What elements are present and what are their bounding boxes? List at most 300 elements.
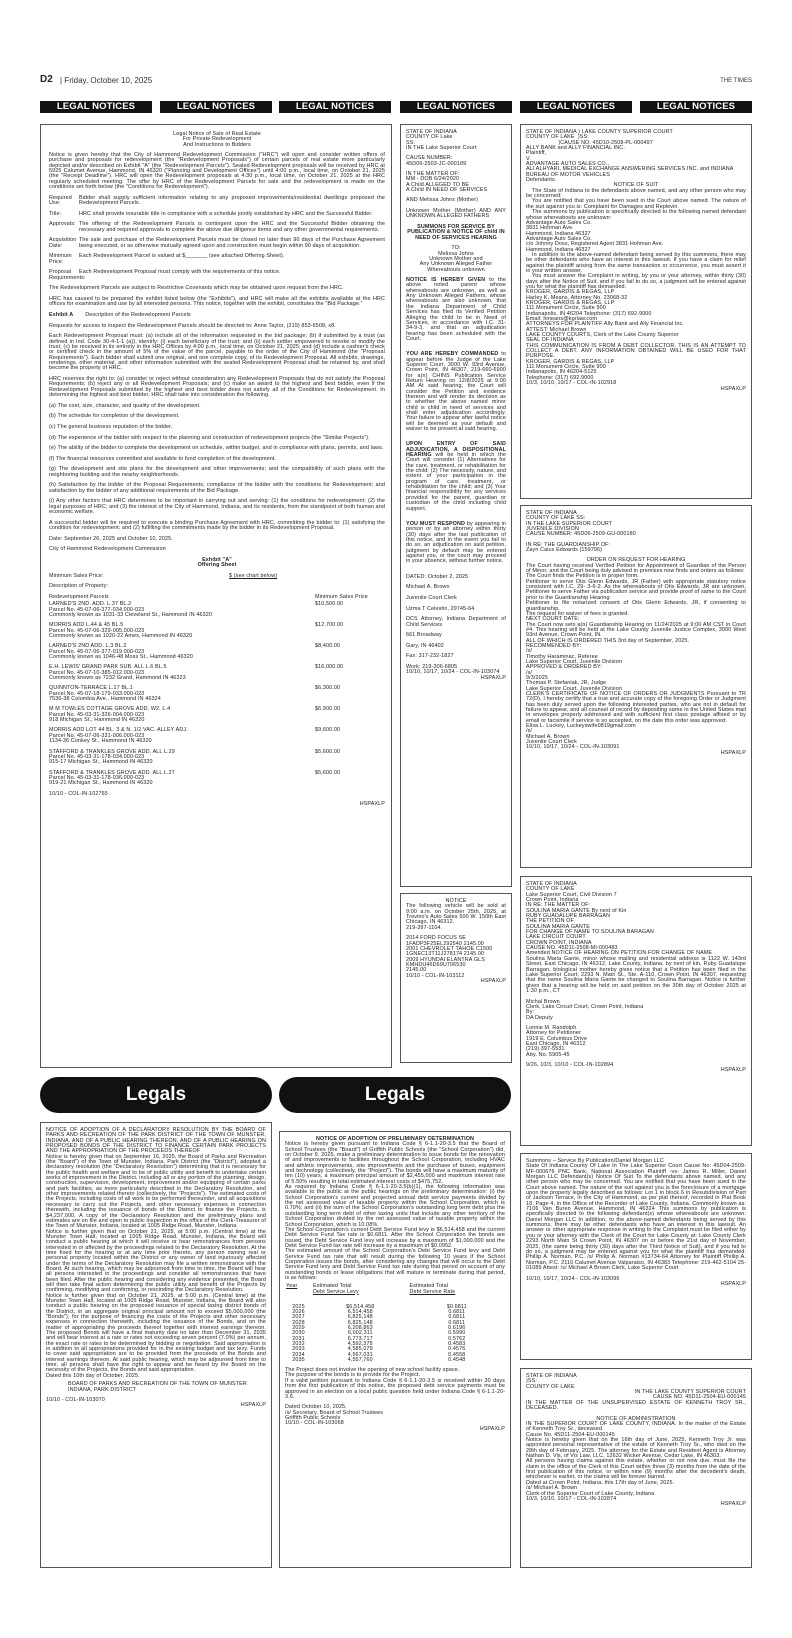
summons-title: SUMMONS FOR SERVICE BY PUBLICATION & NOTICE OF child IN NEED OF SERVICES HEARING	[407, 224, 505, 241]
condition-row	[49, 222, 385, 233]
attorney-block	[526, 290, 746, 386]
notice-signature-code: HSPAXLP	[720, 1280, 746, 1287]
text-line: STATE OF INDIANA	[406, 129, 457, 135]
text-line: STATE OF INDIANA	[526, 881, 577, 887]
table-cell: 6,002,311	[347, 1330, 373, 1337]
condition-row	[49, 238, 385, 249]
notice-body: State Of Indiana County Of Lake In The Lake Superior Court Cause No: 45D04-2509-MF-000676 PNC Bank, National Association Plaintiff -vs- James R. Miller, Daniel Morgan LLC Defendant(s) Notice Of Suit To the defendants above named, and any other person who may be concerned. You are notified that you have been sued in the Court above named. The nature of the suit against you is the foreclosure of a mortgage upon the property legally described as follows: Lot 1 in block 6 in Resubdivision of Part of Jackson Terrace, in the City of Hammond, as per plat thereof, recorded in Plat Book 18, Page 4, in the Office of the Recorder of Lake County, Indiana. Commonly known as: 7106 Van Buren Avenue, Hammond, IN 46324 This summons by publication is specifically directed to the following defendant(s) whose whereabouts are unknown: Daniel Morgan LLC In addition, to the above-named defendants being served by this summons, there may be other defendants who have an interest in this lawsuit. An answer or other appropriate response in writing to the Complaint must be filed either by you or your attorney with the Clerk of the Court for Lake County at: Lake County Clerk 2293 North Main St Crown Point, IN 46307 on or before the 21st day of November, 2025, (the same being thirty (30) days after the Third Notice of Suit), and if you fail to do so, a judgment may be entered against you for what the plaintiff has demanded. Phillip A. Norman, P.C. /s/ Philip A. Norman #13734-64 Attorney for Plaintiff Phillip A. Norman, P.C. 2110 Calumet Avenue Valparaiso, IN 46383 Telephone: 219-462-5104 25-01089 Attest: /s/ Michael A Brown Clerk, Lake Superior Court	[526, 1163, 746, 1271]
condition-text: The sale and purchase of the Redevelopment Parcels must be closed no later than 90 days of the Purchase Agreement being executed, or as otherwise mutually agreed upon and construction must begin within 90 days of acquisition.	[79, 237, 385, 249]
table-cell: 4,585,079	[347, 1346, 373, 1353]
text-line: CAUSE NUMBER: 45D06-2509-GU-000180	[526, 531, 636, 538]
col-year: Year	[286, 1283, 298, 1290]
text-line: JUVENILE DIVISION	[526, 526, 579, 533]
text-line: Lake Superior Court, Juvenile Division	[526, 658, 622, 665]
notice-ref: 10/10 - COL-IN-103070	[46, 1396, 105, 1403]
text-line: A successful bidder will be required to execute a binding Purchase Agreement with HRC, committing the bidder to: (1) satisfying the condition for redevelopment; and (2) fulfilling the commitments made by the bidder in its Redevelopment Proposal.	[49, 519, 385, 532]
section-bar-legal-notices: LEGAL NOTICES	[640, 101, 752, 113]
section-bar-legal-notices: LEGAL NOTICES	[520, 101, 632, 113]
parcel-number: Parcel No. 45-07-06-377-034.000-023	[49, 606, 145, 613]
offering-sheet-title	[49, 558, 385, 569]
text-line: The summons by publication is specifically directed to the following named defendant whose whereabouts are unknown:	[526, 209, 746, 221]
notice-title: NOTICE	[445, 898, 467, 904]
text-line: For Private Redevelopment	[182, 136, 252, 143]
table-cell: 6,825,148	[347, 1314, 373, 1321]
text-line: BOARD OF PARKS AND RECREATION OF THE TOWN OF MUNSTER	[68, 1381, 247, 1388]
col-rate-line2: Debt Service Rate	[409, 1288, 456, 1295]
parcel-number: Parcel No. 45-07-06-331-006.000-023	[49, 732, 145, 739]
parcel-number: Parcel No. 45-07-06-377-019.000-023	[49, 648, 145, 655]
text-line: 9/3/2025	[526, 674, 548, 681]
text-line: The request for waiver of fees is granted.	[526, 610, 630, 617]
text-line: The Court finds the Petition is in proper form.	[526, 573, 639, 580]
table-cell: 6,208,863	[347, 1325, 373, 1332]
table-cell: 2035	[292, 1356, 305, 1363]
text-line: Telephone: (317) 692.9000	[526, 374, 594, 381]
text-line: Cause No. 45D11-2504-EU-000145	[526, 1431, 615, 1438]
text-line: /s/	[526, 728, 533, 735]
parcel-price: $10,500.00	[315, 601, 344, 608]
col-rate-line1: Estimated Total	[409, 1283, 449, 1290]
text-line: Dated this 10th day of October, 2025.	[46, 1372, 140, 1379]
text-line: (i) Any other factors that HRC determines to be important in carrying out and serving: (1) the conditions for redevelopment; (2) the legal purposes of HRC; and (3) the interest of the City of Hammond, Indiana, and its residents, from the standpoint of both human and economic welfare.	[49, 498, 385, 516]
text-line: Lake Superior Court, Juvenile Division	[526, 685, 622, 692]
text-line: Atty. No. 5905-45	[526, 1051, 570, 1058]
notice-title	[49, 132, 385, 148]
parcels-table	[49, 595, 385, 787]
notice-title: NOTICE OF ADMINISTRATION	[596, 1415, 676, 1422]
text-line: Melissa Johns	[438, 250, 474, 257]
court-header	[526, 1374, 746, 1390]
parcel-name: LARNED'S 2ND ADD. L.3 BL.2	[49, 643, 127, 650]
text-line: IN RE: THE GUARDIANSHIP OF:	[526, 541, 611, 548]
text-line: )CAUSE NO: 45D10-2508-PL-000497	[526, 139, 653, 146]
text-line: Exhibit "A"	[202, 556, 232, 563]
notice-signature-code: HSPAXLP	[240, 1402, 266, 1409]
table-cell: $6,514,458	[346, 1303, 375, 1310]
condition-text: Each Redevelopment Parcel is valued at $_______ (see attached Offering Sheet).	[79, 253, 285, 260]
text-line: ADVANTAGE AUTO SALES CO.,	[526, 161, 609, 168]
text-line: Hammond, Indiana 46327	[526, 246, 591, 253]
text-line: Lonnie M. Randolph	[526, 1024, 577, 1031]
text-line: Defendants.	[526, 177, 557, 184]
notice-footer	[285, 1405, 505, 1426]
summons-paragraph	[406, 352, 506, 432]
condition-row	[49, 254, 385, 265]
text-line: Michal Brown	[526, 998, 560, 1005]
min-sales-price-row	[49, 574, 385, 579]
notice-of-administration	[520, 1368, 752, 1568]
parcel-address: 919-21 Michigan St., Hammond IN 46320	[49, 780, 153, 787]
text-line: Plaintiff,	[526, 150, 547, 157]
text-line: IN THE MATTER OF:	[406, 171, 460, 178]
unknown-parties: Unknown Mother (Mother) AND ANY UNKNOWN ALLEGED FATHERS	[406, 208, 506, 220]
text-line: Timothy Haraminac, Referee	[526, 653, 598, 660]
text-line: Indianapolis, IN 46204 Telephone: (317) 692-9000	[526, 310, 652, 317]
parcel-address: Commonly known as 1020-22 Ames, Hammond IN 46320	[49, 633, 193, 640]
condition-text: The offering of the Redevelopment Parcels is contingent upon the HRC and the Successful Bidder obtaining the necessary and required approvals to complete the above due diligence items and any other governmental requirements.	[79, 221, 385, 233]
notice-ref: 10/10, 10/17, 10/24 - COL-IN-103096	[526, 1275, 620, 1282]
text-line: Crown Point, Indiana	[526, 897, 579, 904]
parcel-address: Commonly known as 7232 Grand, Hammond IN 46323	[49, 675, 186, 682]
notice-title: NOTICE OF ADOPTION OF PRELIMINARY DETERMINATION	[315, 1136, 475, 1142]
text-line: Indianapolis, IN 46204-5125	[526, 369, 597, 376]
notice-ref: 9/26, 10/3, 10/10 - COL-IN-102894	[526, 1061, 614, 1068]
notice-summons-daniel-morgan	[520, 1153, 752, 1360]
text-line: CLERK'S CERTIFICATE OF NOTICE OF ORDERS OR JUDGMENTS Pursuant to TR 72(D), I hereby certify that a true and accurate copy of the foregoing Order or Judgment has been duly served upon the following interested parties, who are not in default for failure to appear, and all counsel of record by depositing same in the United States mail in envelopes properly addressed and with sufficient first class postage affixed or by email or facsimile if service is so accepted, on the date this order was approved:	[526, 691, 746, 724]
paragraph-text: by appearing in person or by an attorney within thirty (30) days after the last publication of this notice, and in the event you fail to do so, an adjudication on said petition, judgment by default may be entered against you, or the court may proceed in your absence, without further notice.	[406, 520, 507, 565]
text-line: Griffith Public Schools	[285, 1414, 341, 1421]
parcel-name: LARNED'S 2ND. ADD. L.37 BL.2	[49, 601, 132, 608]
text-line: /s/ Secretary, Board of School Trustees	[285, 1409, 384, 1416]
notice-paragraphs	[526, 253, 746, 290]
table-cell: 2031	[292, 1335, 305, 1342]
condition-label: Title:	[49, 210, 62, 217]
case-caption	[526, 130, 746, 183]
text-line: Unknown Mother and	[429, 256, 483, 263]
text-line: The Court now sets a(n) Guardianship Hearing on 11/24/2025 at 9:00 AM CST in Court #4. This hearing will be held at the Lake County Juvenile Justice Complex, 3000 West 93rd Avenue, Crown Point, IN.	[526, 621, 746, 639]
text-line: Notice is hereby given that on the 16th day of June, 2025, Kenneth Troy Jr. was appointed personal representative of the estate of Kenneth Troy Sr., who died on the 28th day of February, 2025. The attorney for the Estate and Resident Agent is Attorney Nathan D. Vis, of Vis Law, LLC, 12632 Wicker Avenue, Cedar Lake, IN 46303.	[526, 1437, 746, 1460]
notice-signature-code: HSPAXLP	[720, 1067, 746, 1074]
text-line: Each Redevelopment Proposal must: (a) include all of the information requested in the bid package; (b) if submitted by a trust (as defined in Ind. Code 30-4-1-1 (a)), identify: (i) each beneficiary of the trust; and (ii) each settler empowered to revoke or modify the trust; (c) be received in its entirety in the HRC Offices by 4:00 p.m., local time, on October 21, 2025; and (d) include a cashier's check or certified check in the amount of 5% of the value of the parcel, payable to the order of the City of Hammond (the "Proposal Requirements"). Each bidder shall submit one original, and one complete copy, of its Redevelopment Proposal. All exhibits, drawings, renderings, other material, and other information submitted with the sealed Redevelopment Proposal shall be retained by, and shall become the property of HRC.	[49, 333, 385, 372]
text-line: 10/10 - COL-IN-103068	[285, 1420, 344, 1427]
text-line: SS:	[406, 139, 416, 146]
text-line: IN THE SUPERIOR COURT OF LAKE COUNTY, INDIANA. In the matter of the Estate of Kenneth Troy Sr., deceased.	[526, 1421, 746, 1433]
summons-paragraph	[406, 442, 506, 511]
table-cell: 0.6811	[448, 1319, 466, 1326]
text-line: 10/10, 10/17, 10/24 - COL-IN-103074	[406, 669, 500, 676]
text-line: If a valid petition pursuant to Indiana Code § 6-1.1-20-3.5 is received within 30 days from the first publication of this notice, the proposed debt service payments must be approved in an election on a local public question held under Indiana Code § 6-1.1-20-3.6.	[285, 1377, 505, 1400]
parcel-address: 7536-38 Columbia Ave., Hammond IN 46324	[49, 696, 161, 703]
table-cell: $0.6811	[446, 1303, 467, 1310]
text-line: CROWN POINT, INDIANA	[526, 939, 592, 946]
debt-service-table	[285, 1283, 505, 1363]
parcel-price: $6,900.00	[315, 706, 341, 713]
text-line: Juvenile Court Clerk	[526, 739, 577, 746]
text-line: IN THE LAKE SUPERIOR COURT	[526, 520, 613, 527]
parcels-header-right: Minimum Sales Price	[315, 593, 368, 600]
phone: 219-397-1104.	[406, 924, 443, 931]
text-line: 1GNEC13T11J278174 2145.00	[406, 951, 485, 958]
text-line: In addition to the above-named defendant being served by this summons, there may be other defendants who have an interest in this lawsuit. If you have a claim for relief against the plaintiff arising from the same transaction or occurrence, you must assert it in your written answer.	[526, 251, 746, 274]
text-line: Legal Notice of Sale of Real Estate	[173, 131, 261, 137]
attorney-block	[526, 1026, 746, 1058]
table-cell: 4,557,760	[347, 1356, 373, 1363]
exhibit-description: Description of the Redevelopment Parcels	[85, 311, 191, 318]
notice-body: Soulina Maria Gante, minor whose mailing and residential address is 1122 W. 143rd Street, East Chicago, IN 46312, Lake County, Indiana, by next of kin, Ruby Guadalupe Barragan, biological mother hereby gives notice that a Petition has been filed in the Lake Superior Court, 2293 N. Main St., Ste. A-110, Crown Point, IN 46307, requesting that the name Soulina Maria Gante be changed to Soulina Barragan. Notice is further given that a hearing will be held on said petition on the 30th day of October 2025 at 1:30 p.m., CT	[526, 955, 746, 994]
section-bar-legal-notices: LEGAL NOTICES	[160, 101, 272, 113]
text-line: Notice is hereby given pursuant to Indiana Code § 6-1.1-20-3.5 that the Board of School Trustees (the "Board") of Griffith Public Schools (the "School Corporation") did, on October 9, 2025, make a preliminary determination to issue bonds for the renovation of and improvements to facilities throughout the School Corporation, including HVAC and athletic improvements, site improvements and the purchase of buses, equipment and technology (collectively, the "Project"). The bonds will have a maximum maturity of ten (10) years, a maximum principal amount of $2,455,000 and maximum interest rate of 5.50% resulting in total estimated interest costs of $475,752.	[285, 1141, 505, 1185]
text-line: KROGER, GARDIS & REGAS, LLP	[526, 358, 615, 365]
table-cell: 0.6196	[448, 1325, 466, 1332]
legals-banner: Legals	[40, 1077, 272, 1113]
text-line: IN THE LAKE COUNTY SUPERIOR COURT	[634, 1389, 746, 1396]
text-line: A Child ALLEGED TO BE	[406, 181, 470, 188]
notice-paragraphs	[285, 1142, 505, 1281]
text-line: Michael A. Brown	[406, 584, 450, 591]
text-line: Attorney for Petitioner	[526, 1030, 581, 1037]
notice-signature-code: HSPAXLP	[720, 1501, 746, 1508]
text-line: ALI ALHYARI, MEDICAL EXCHANGE ANSWERING SERVICES INC. and INDIANA BUREAU OF MOTOR VEHICLES	[526, 166, 735, 178]
notice-signature-code: HSPAXLP	[720, 749, 746, 756]
notice-munster-declaratory-resolution	[40, 1122, 272, 1568]
text-line: /s/	[526, 648, 533, 655]
parcel-price: $12,700.00	[315, 622, 344, 629]
text-line: COUNTY OF LAKE	[526, 1383, 575, 1390]
text-line: /s/ Michael A. Brown	[526, 1485, 578, 1492]
text-line: Juvenile Court Clerk	[406, 594, 457, 601]
parcel-item	[49, 750, 385, 766]
text-line: And Instructions to Bidders	[183, 141, 251, 148]
summons-footer	[406, 575, 506, 660]
parcel-price: $8,400.00	[315, 643, 341, 650]
text-line: ALL OF WHICH IS ORDERED THIS 3rd day of September, 2025.	[526, 637, 690, 644]
text-line: CAUSE NO. 45D11-2504-EU-000145	[652, 1394, 746, 1401]
condition-row	[49, 270, 385, 281]
text-line: TO:	[451, 245, 461, 252]
text-line: STATE OF INDIANA ) LAKE COUNTY SUPERIOR COURT	[526, 129, 673, 135]
condition-row	[49, 196, 385, 207]
text-line: A Child IN NEED OF SERVICES	[406, 187, 488, 194]
text-line: 2009 HYUNDAI ELANTRA GLS	[406, 956, 485, 963]
clerk-block	[526, 1000, 746, 1021]
parcel-address: 1134-36 Conkey St., Hammond IN 46320	[49, 738, 152, 745]
text-line: SOULINA MARIA GANTE By next of Kin	[526, 907, 627, 914]
parcel-item	[49, 728, 385, 744]
text-line: 3831 Hohman Ave.	[526, 225, 574, 232]
parcel-name: QUINNTON-TERRACE L.17 BL.1	[49, 685, 133, 692]
text-line: The Project does not involve the opening of new school facility space.	[285, 1367, 460, 1374]
parcel-number: Parcel No. 45-03-31-178-036.000-023	[49, 774, 145, 781]
text-line: ATTORNEYS FOR PLAINTIFF Ally Bank and Ally Financial Inc.	[526, 321, 684, 328]
text-line: Thomas P. Stefaniak, JR, Judge	[526, 680, 607, 687]
text-line: Michael A. Brown	[526, 733, 570, 740]
notice-vehicle-sale	[400, 893, 512, 1063]
text-line: HRC reserves the right to: (a) consider or reject without consideration any Redevelopment Proposals that do not satisfy the Proposal Requirements; (b) reject any or all Redevelopment Proposals; and (c) make an award to the highest and best bidder, even if the Redevelopment Proposals submitted by the highest and best bidder does not satisfy all of the Conditions for Redevelopment. In determining the highest and best bidder, HRC shall take into consideration the following.	[49, 375, 385, 398]
table-cell: 2034	[292, 1351, 305, 1358]
text-line: (c) The general business reputation of the bidder.	[49, 423, 173, 430]
order-title: ORDER ON REQUEST FOR HEARING	[586, 557, 686, 564]
vehicle-list	[406, 936, 506, 979]
notice-title: NOTICE OF ADOPTION OF A DECLARATORY RESOLUTION BY THE BOARD OF PARKS AND RECREATION OF THE PARK DISTRICT OF THE TOWN OF MUNSTER, INDIANA, AND OF A PUBLIC HEARING THEREON, AND OF A PUBLIC HEARING ON PROPOSED BONDS OF THE DISTRICT TO FINANCE CERTAIN PARK PROJECTS AND THE APPROPRIATION OF THE PROCEEDS THEREOF	[46, 1127, 266, 1155]
text-line: City of Hammond Redevelopment Commission	[49, 546, 166, 553]
paragraph-text: to appear before the Judge of the Lake Superior Court, 3000 W. 93rd Avenue, Crown Point, IN 46307, 219-660-6900 for a(n) CHINS Publication Service Return Hearing on 12/8/2025 at 9:00 AM At said hearing, the Court will consider the Petition and evidence thereon and will render its decision as to whether the above named minor child is child in need of services and shall enter adjudication accordingly. Your failure to appear after lawful notice will be deemed as your default and waiver to be present at said hearing.	[406, 351, 506, 433]
table-cell: 2026	[292, 1309, 305, 1316]
section-bar-legal-notices: LEGAL NOTICES	[40, 101, 152, 113]
text-line: LAKE CIRCUIT COURT	[526, 934, 586, 941]
text-line: Requests for access to inspect the Redevelopment Parcels should be directed to: Anne Taylor, (219) 853-6508, x8.	[49, 322, 336, 329]
text-line: THIS COMMUNICATION IS FROM A DEBT COLLECTOR. THIS IS AN ATTEMPT TO COLLECT A DEBT. ANY INFORMATION OBTAINED WILL BE USED FOR THAT PURPOSE.	[526, 342, 746, 360]
defendant-address	[526, 221, 746, 253]
text-line: IN RE: THE MATTER OF:	[526, 902, 591, 909]
table-cell: 4,592,375	[347, 1340, 373, 1347]
text-line: As required by Indiana Code § 6-1.1-20-3.5(b)(1), the following information was available to the public at the public hearings on the preliminary determination: (i) the School Corporation's current and projected annual debt service payments divided by the net assessed value of taxable property within the School Corporation, which is 0.70%; and (ii) the sum of the School Corporation's outstanding long term debt plus the outstanding long term debt of other taxing units that include any other territory of the School Corporation divided by the net assessed value of taxable property within the School Corporation, which is 10.08%.	[285, 1184, 505, 1228]
parcel-price: $5,600.00	[315, 769, 341, 776]
text-line: Clerk, Lake Circuit Court, Crown Point, Indiana	[526, 1003, 644, 1010]
text-line: Date: September 26, 2025 and October 10, 2025.	[49, 535, 173, 542]
min-price-value: $ (see chart below)	[229, 572, 278, 579]
text-line: Petitioner to serve Otis Glenn Edwards, JR (Father) with appropriate statutory notice consistent with I.C. 29- 3-6-2. As the whereabouts of Otis Edwards, JR are unknown, Petitioner to serve Father via publication service and provide proof of same to the Court prior to the Guardianship Hearing.	[526, 578, 746, 601]
col-levy-line1: Estimated Total	[313, 1283, 352, 1290]
text-line: INDIANA, PARK DISTRICT	[68, 1386, 137, 1393]
text-line: Dated at Crown Point, Indiana, this 17th day of June, 2025.	[526, 1479, 675, 1486]
text-line: (219) 397-5531	[526, 1046, 565, 1053]
notice-paragraphs	[285, 1368, 505, 1400]
text-line: SOULINA MARIA GANTE	[526, 923, 590, 930]
notice-paragraphs	[46, 1155, 266, 1379]
text-line: Lake Superior Court, Civil Division 7	[526, 891, 617, 898]
parcel-number: Parcel No. 45-07-18-179-033.000-023	[49, 690, 145, 697]
text-line: (b) The schedule for completion of the development.	[49, 413, 180, 420]
table-cell: 2033	[292, 1346, 305, 1353]
notice-signature-code: HSPAXLP	[720, 385, 746, 392]
text-line: 2145.00	[406, 967, 427, 974]
text-line: All persons having claims against this estate, whether or not now due, must file the claim in the office of the Clerk of this Court within three (3) months from the date of the first publication of this notice, or within nine (9) months after the decedent's death, whichever is earlier, or the claims will be forever barred.	[526, 1458, 746, 1481]
text-line: You must answer the Complaint in writing, by you or your attorney, within thirty (30) days after the Notice of Suit, and if you fail to do so, a judgment will be entered against you for what the plaintiff has demanded.	[526, 273, 746, 290]
court-header	[406, 130, 506, 151]
table-cell: 0.5990	[448, 1330, 466, 1337]
parcel-price: $6,300.00	[315, 685, 341, 692]
paper-name: THE TIMES	[720, 78, 752, 84]
parcel-number: Parcel No. 45-03-31-326-004.000-023	[49, 711, 145, 718]
mother: AND Melissa Johns (Mother)	[406, 197, 479, 204]
text-line: COUNTY OF LAKE	[526, 886, 575, 893]
text-line: NEXT COURT DATE:	[526, 616, 580, 623]
condition-label: Required Use:	[49, 194, 72, 207]
lead-in: UPON ENTRY OF SAID ADJUDICATION, A DISPOSITIONAL HEARING	[406, 441, 506, 459]
notice-paragraphs	[526, 189, 746, 221]
cause-number	[406, 156, 506, 167]
legals-banner: Legals	[279, 1077, 511, 1113]
notice-hammond-real-estate-sale	[40, 124, 392, 1068]
text-line: Elisa L. Luckey, Luckeyswife0819gmail.com	[526, 723, 636, 730]
parcel-item	[49, 644, 385, 660]
notice-signature-code: HSPAXLP	[480, 674, 506, 681]
text-line: IN THE Lake Superior Court	[406, 145, 477, 152]
text-line: STATE OF INDIANA	[526, 1373, 577, 1379]
exhibit-line	[49, 313, 385, 318]
text-line: DATED: October 2, 2025	[406, 573, 469, 580]
parcel-address: 915-17 Michigan St., Hammond IN 46320	[49, 759, 153, 766]
text-line: STATE OF INDIANA	[526, 510, 577, 516]
table-header	[285, 1283, 505, 1301]
text-line: Whereabouts unknown	[427, 266, 485, 273]
text-line: 2001 CHEVROLET TAHOE C1500	[406, 946, 493, 953]
condition-row	[49, 212, 385, 217]
notice-name-change	[520, 876, 752, 1146]
parcel-price: $9,600.00	[315, 727, 341, 734]
text-line: HRC has caused to be prepared the exhibit listed below (the "Exhibits"), and HRC will make all the exhibits available at the HRC offices for examination and use by all interested persons. This notice, together with the exhibit, constitutes the "Bid Package."	[49, 295, 385, 308]
text-line: CAUSE NUMBER:	[406, 155, 453, 162]
table-cell: 6,773,717	[347, 1335, 373, 1342]
parcel-price: $16,000.00	[315, 664, 344, 671]
condition-text: Each Redevelopment Proposal must comply with the requirements of this notice.	[79, 269, 281, 276]
col-levy-line2: Debt Service Levy	[313, 1288, 359, 1295]
notice-of-suit-ally-bank	[520, 124, 752, 499]
table-cell: 0.6811	[448, 1309, 466, 1316]
addressees	[406, 246, 506, 273]
paragraph-text: will be held in which the Court will consider (1) Alternatives for the care, treatment, or rehabilitation for the child; (2) The necessity, nature, and extent of your participation in the program of care, treatment, or rehabilitation for the child; and (3) Your financial responsibility for any services provided for the parent, guardian or custodian of the child including child support.	[406, 452, 506, 512]
parcel-name: STAFFORD & TRANKLES GROVE ADD. ALL L.27	[49, 769, 175, 776]
text-line: )SS:	[526, 1378, 537, 1385]
exhibit-label: Exhibit A	[49, 311, 74, 318]
notice-guardianship-order	[520, 505, 752, 868]
text-line: APPROVED & ORDERED BY:	[526, 664, 603, 671]
text-line: DA Deputy	[526, 1014, 553, 1021]
table-cell: 2027	[292, 1314, 305, 1321]
summons-paragraph	[406, 522, 506, 565]
text-line: FOR CHANGE OF NAME TO SOULINA BARAGAN	[526, 929, 654, 936]
text-line: COUNTY OF LAKE SS:	[526, 515, 586, 522]
text-line: V.	[526, 155, 531, 162]
table-cell: 0.4583	[448, 1340, 466, 1347]
parcel-address: Commonly known as 1031-33 Cleveland St., Hammond IN 46320	[49, 611, 212, 618]
table-cell: 2028	[292, 1319, 305, 1326]
text-line: RECOMMENDED BY:	[526, 642, 582, 649]
text-line: Clerk of the Superior Court of Lake County, Indiana	[526, 1490, 655, 1497]
text-line: 1FADP3F25EL292540 2145.00	[406, 940, 484, 947]
text-line: 111 Monument Circle, Suite 900	[526, 305, 606, 312]
text-line: The purpose of the bonds is to provide for the Project.	[285, 1372, 421, 1379]
text-line: KROGER, GARDIS & REGAS, LLP	[526, 300, 615, 306]
min-price-label: Minimum Sales Price:	[49, 572, 104, 579]
parcel-name: STAFFORD & TRANKLES GROVE ADD. ALL L.29	[49, 748, 175, 755]
case-caption	[526, 882, 746, 957]
condition-text: HRC shall provide insurable title in compliance with a schedule jointly established by HRC and the Successful Bidder.	[79, 210, 373, 217]
table-cell: 0.4576	[448, 1346, 466, 1353]
lead-in: NOTICE IS HEREBY GIVEN	[406, 277, 486, 284]
parcel-item	[49, 623, 385, 639]
text-line: RUBY GUADALUPE BARRAGAN	[526, 913, 611, 920]
table-cell: 0.4558	[448, 1351, 466, 1358]
table-cell: 6,514,458	[347, 1309, 373, 1316]
text-line: (f) The financial resources committed and available to fund completion of the development.	[49, 455, 277, 462]
notice-signature-code: HSPAXLP	[359, 801, 385, 808]
board-signature	[68, 1382, 266, 1393]
text-line: (h) Satisfaction by the bidder of the Proposal Requirements; compliance of the bidder with the conditions for Redevelopment; and satisfaction by the bidder of any additional requirements of the Bid Package.	[49, 482, 385, 494]
parcel-number: Parcel No. 45-07-06-329-005.000-023	[49, 627, 145, 634]
text-line: COUNTY OF Lake	[406, 134, 453, 141]
text-line: The State of Indiana to the defendants above named, and any other person who may be concerned:	[526, 187, 746, 200]
text-line: 661 Broadway	[406, 632, 442, 639]
parcel-item	[49, 686, 385, 702]
parcel-address: 918 Michigan St., Hammond IN 46320	[49, 717, 145, 724]
notice-title: Summons – Service By Publication/Daniel Morgan LLC	[526, 1158, 664, 1164]
parcel-name: M M TOWLES COTTAGE GROVE ADD. W2. L.4	[49, 706, 171, 713]
conditions-list	[49, 196, 385, 281]
table-cell: 4,567,031	[347, 1351, 373, 1358]
text-line: The Court having received Verified Petition for Appointment of Guardian of the Person of Minor, and the Court being duly advised in premises now finds and orders as follows:	[526, 562, 746, 575]
text-line: (d) The experience of the bidder with respect to the planning and construction of redevelopment projects (the "Similar Projects").	[49, 434, 370, 441]
text-line: Notice is further given that on October 21, 2025, at 5:00 p.m. (Central time) at the Munster Town Hall, located at 1005 Ridge Road, Munster, Indiana, the Board will conduct a public hearing at which it will receive or hear remonstrances from persons interested in or affected by the proceedings related to the Declaratory Resolution. At the time fixed for the hearing or at any time prior thereto, any person owning real or personal property located within the District or any owner of land injuriously affected under the terms of the Declaratory Resolution may file a written remonstrance with the Board. At such hearing, which may be adjourned from time to time, the Board will hear all persons interested in the proceedings and consider all remonstrances that have been filed. After the public hearing and considering any evidence presented, the Board will then take final action determining the public utility and benefit of the Projects by confirming, modifying and confirming, or rescinding the Declaratory Resolution.	[46, 1228, 266, 1294]
text-line: DCS Attorney, Indiana Department of Child Services	[406, 616, 506, 628]
text-line: 10/10, 10/17, 10/24 - COL-IN-103091	[526, 744, 620, 751]
notice-intro: Notice is given hereby that the City of Hammond Redevelopment Commission ("HRC") will open and consider written offers of purchase and proposals for redevelopment (the "Redevelopment Proposals") of certain parcels of real estate more particularly depicted and/or described on Exhibit "A" (the "Redevelopment Parcels"). Sealed Redevelopment proposals will be received by HRC at 5925 Calumet Avenue, Hammond, IN 46320 ("Planning and Development Offices") until 4:00 p.m., local time, on October 21, 2025 (the "Receipt Deadline"). HRC will open the Redevelopment proposals at 4:30 p.m., local time, on October 21, 2025 at the HRC regularly scheduled meeting. The offer by HRC of the Redevelopment Parcels for sale and the redevelopment is made on the conditions set forth below (the "Conditions for Redevelopment").	[49, 152, 385, 191]
text-line: ALLY BANK and ALLY FINANCIAL INC.	[526, 145, 625, 152]
text-line: By:	[526, 1009, 535, 1016]
condition-label: Proposal Requirements:	[49, 269, 86, 281]
text-line: 45D06-2503-JC-000189	[406, 160, 467, 167]
text-line: 10/10 - COL-IN-103112	[406, 972, 465, 979]
text-line: 1919 E. Columbus Drive	[526, 1035, 588, 1042]
text-line: East Chicago, IN 46312	[526, 1040, 586, 1047]
description-label: Description of Property:	[49, 583, 109, 590]
text-line: Zayn Caius Edwards (159796)	[526, 547, 603, 554]
text-line: 10/3, 10/10, 10/17 - COL-IN-102918	[526, 380, 617, 387]
text-line: Fax: 317-232-1827	[406, 653, 454, 660]
text-line: ATTEST: Michael Brown	[526, 326, 587, 333]
text-line: The School Corporation's current Debt Service Fund levy is $6,514,458 and the current Debt Service Fund Tax rate is $0.6811. After the School Corporation the bonds are issued, the Debt Service Fund levy will increase by a maximum of $1,000,000 and the Debt Service Fund tax rate will increase by a maximum of $0.0952.	[285, 1226, 505, 1249]
text-line: Gary, IN 46402	[406, 642, 444, 649]
